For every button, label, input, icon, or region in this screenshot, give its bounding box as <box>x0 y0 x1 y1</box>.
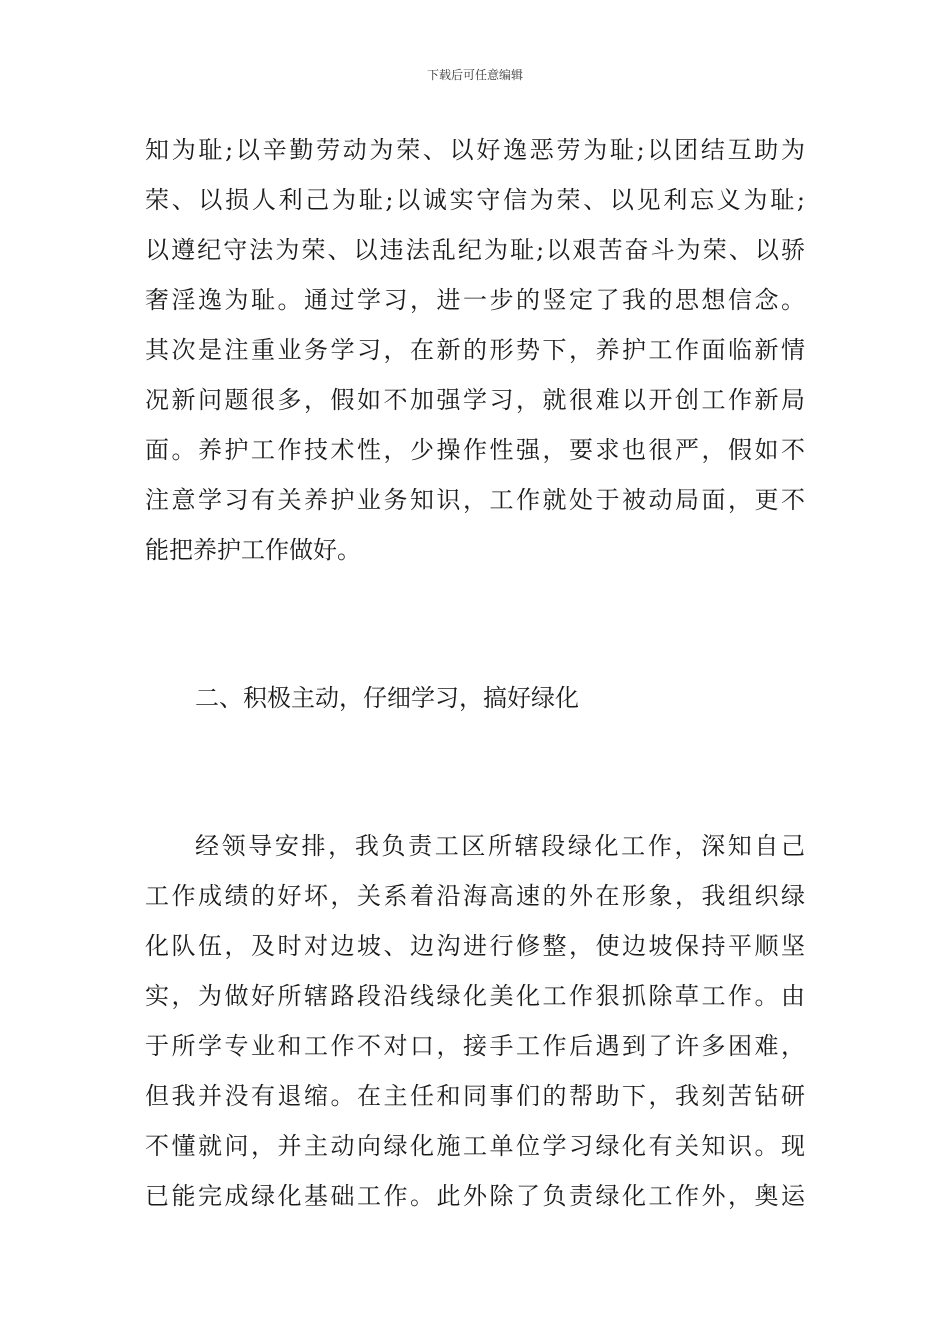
paragraph-line: 能把养护工作做好。 <box>145 536 361 564</box>
paragraph-line: 但我并没有退缩。在主任和同事们的帮助下，我刻苦钻研 <box>145 1082 805 1110</box>
paragraph-line: 况新问题很多，假如不加强学习，就很难以开创工作新局 <box>145 386 805 414</box>
paragraph-line: 奢淫逸为耻。通过学习，进一步的竖定了我的思想信念。 <box>145 286 805 314</box>
paragraph-line: 面。养护工作技术性，少操作性强，要求也很严，假如不 <box>145 436 805 464</box>
paragraph-line: 于所学专业和工作不对口，接手工作后遇到了许多困难， <box>145 1032 805 1060</box>
paragraph-line: 荣、以损人利己为耻;以诚实守信为荣、以见利忘义为耻; <box>145 186 805 214</box>
paragraph-line: 知为耻;以辛勤劳动为荣、以好逸恶劳为耻;以团结互助为 <box>145 136 805 164</box>
paragraph-line: 已能完成绿化基础工作。此外除了负责绿化工作外，奥运 <box>145 1182 805 1210</box>
paragraph-line: 不懂就问，并主动向绿化施工单位学习绿化有关知识。现 <box>145 1132 805 1160</box>
paragraph-line: 注意学习有关养护业务知识，工作就处于被动局面，更不 <box>145 486 805 514</box>
paragraph-line: 实，为做好所辖路段沿线绿化美化工作狠抓除草工作。由 <box>145 982 805 1010</box>
section-heading: 二、积极主动，仔细学习，搞好绿化 <box>195 684 579 712</box>
page-header: 下载后可任意编辑 <box>426 68 523 82</box>
paragraph-line: 以遵纪守法为荣、以违法乱纪为耻;以艰苦奋斗为荣、以骄 <box>145 236 805 264</box>
paragraph-line: 经领导安排，我负责工区所辖段绿化工作，深知自己 <box>195 832 805 860</box>
paragraph-line: 化队伍，及时对边坡、边沟进行修整，使边坡保持平顺坚 <box>145 932 805 960</box>
paragraph-line: 其次是注重业务学习，在新的形势下，养护工作面临新情 <box>145 336 805 364</box>
paragraph-line: 工作成绩的好坏，关系着沿海高速的外在形象，我组织绿 <box>145 882 805 910</box>
